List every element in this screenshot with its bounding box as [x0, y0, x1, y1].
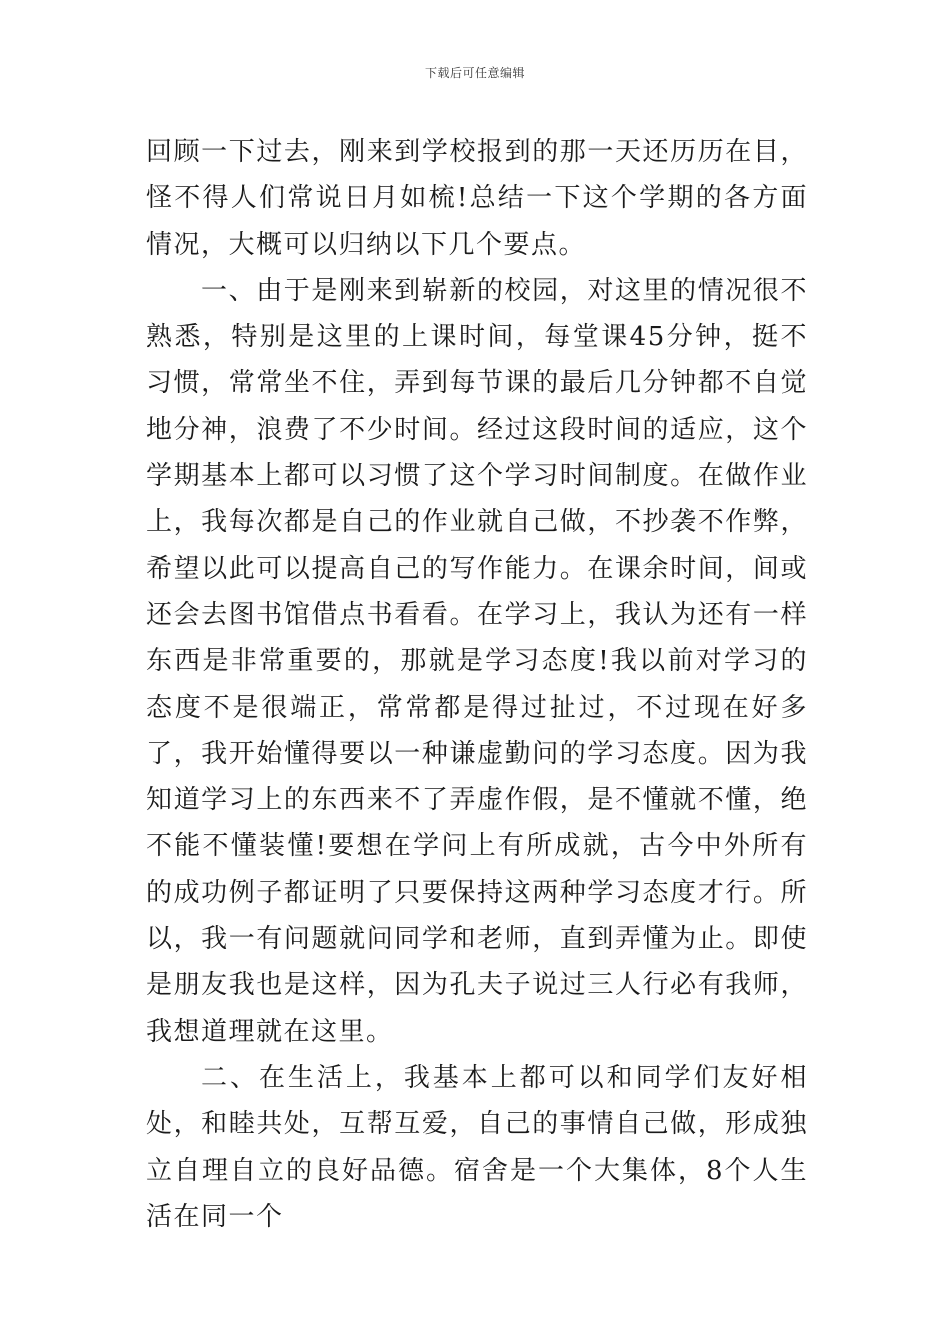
- paragraph-intro: 回顾一下过去，刚来到学校报到的那一天还历历在目，怪不得人们常说日月如梳!总结一下这个学期的各方面情况，大概可以归纳以下几个要点。: [146, 137, 808, 260]
- paragraph-study: 一、由于是刚来到崭新的校园，对这里的情况很不熟悉，特别是这里的上课时间，每堂课45分钟，挺不习惯，常常坐不住，弄到每节课的最后几分钟都不自觉地分神，浪费了不少时间。经过这段时间的适应，这个学期基本上都可以习惯了这个学习时间制度。在做作业上，我每次都是自己的作业就自己做，不抄袭不作弊，希望以此可以提高自己的写作能力。在课余时间，间或还会去图书馆借点书看看。在学习上，我认为还有一样东西是非常重要的，那就是学习态度!我以前对学习的态度不是很端正，常常都是得过扯过，不过现在好多了，我开始懂得要以一种谦虚勤问的学习态度。因为我知道学习上的东西来不了弄虚作假，是不懂就不懂，绝不能不懂装懂!要想在学问上有所成就，古今中外所有的成功例子都证明了只要保持这两种学习态度才行。所以，我一有问题就问同学和老师，直到弄懂为止。即使是朋友我也是这样，因为孔夫子说过三人行必有我师，我想道理就在这里。: [146, 275, 808, 1047]
- header-note: 下载后可任意编辑: [424, 66, 525, 80]
- body-text: [146, 129, 808, 1240]
- paragraph-life: 二、在生活上，我基本上都可以和同学们友好相处，和睦共处，互帮互爱，自己的事情自己做，形成独立自理自立的良好品德。宿舍是一个大集体，8个人生活在同一个: [146, 1062, 808, 1232]
